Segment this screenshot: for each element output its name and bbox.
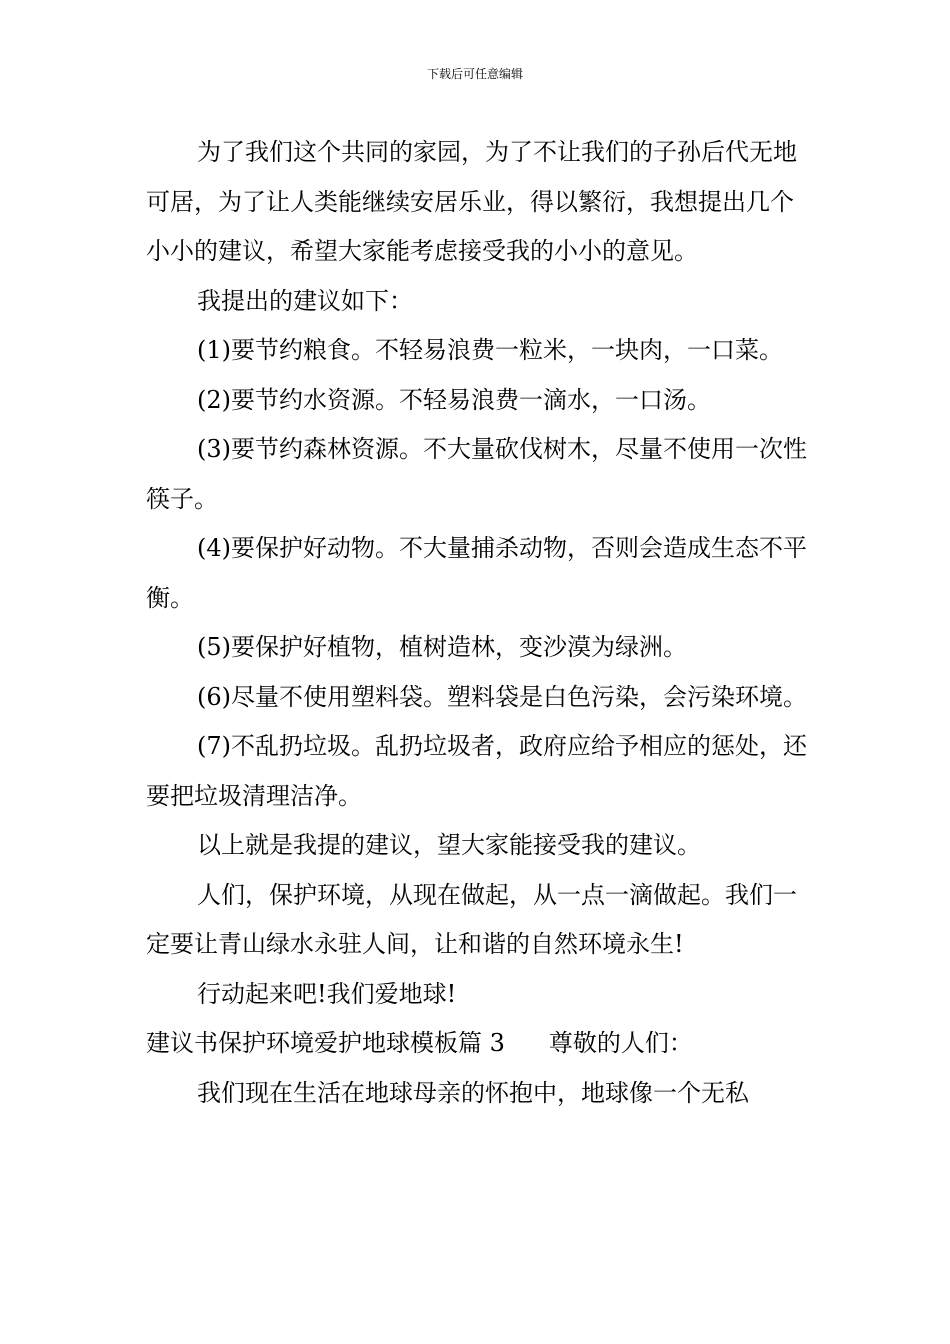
document-body [146, 128, 810, 1118]
list-item: (2)要节约水资源。不轻易浪费一滴水，一口汤。 [197, 385, 711, 414]
paragraph: 为了我们这个共同的家园，为了不让我们的子孙后代无地可居，为了让人类能继续安居乐业，得以繁衍，我想提出几个小小的建议，希望大家能考虑接受我的小小的意见。 [146, 138, 797, 265]
header-note: 下载后可任意编辑 [426, 67, 523, 81]
list-item: (3)要节约森林资源。不大量砍伐树木，尽量不使用一次性筷子。 [146, 435, 807, 513]
list-item: (4)要保护好动物。不大量捕杀动物，否则会造成生态不平衡。 [146, 534, 807, 612]
section-title: 建议书保护环境爱护地球模板篇 3 [146, 1029, 505, 1057]
list-item: (7)不乱扔垃圾。乱扔垃圾者，政府应给予相应的惩处，还要把垃圾清理洁净。 [146, 732, 807, 810]
section-heading [146, 1019, 810, 1069]
list-item: (1)要节约粮食。不轻易浪费一粒米，一块肉，一口菜。 [197, 336, 783, 364]
greeting: 尊敬的人们： [548, 1029, 693, 1057]
paragraph: 我提出的建议如下： [197, 286, 413, 315]
list-item: (5)要保护好植物，植树造林，变沙漠为绿洲。 [197, 633, 687, 661]
paragraph: 我们现在生活在地球母亲的怀抱中，地球像一个无私 [197, 1078, 749, 1107]
list-item: (6)尽量不使用塑料袋。塑料袋是白色污染，会污染环境。 [197, 682, 807, 711]
paragraph: 行动起来吧!我们爱地球! [197, 979, 457, 1008]
paragraph: 以上就是我提的建议，望大家能接受我的建议。 [197, 831, 701, 859]
paragraph: 人们，保护环境，从现在做起，从一点一滴做起。我们一定要让青山绿水永驻人间，让和谐的自然环境永生! [146, 880, 797, 958]
